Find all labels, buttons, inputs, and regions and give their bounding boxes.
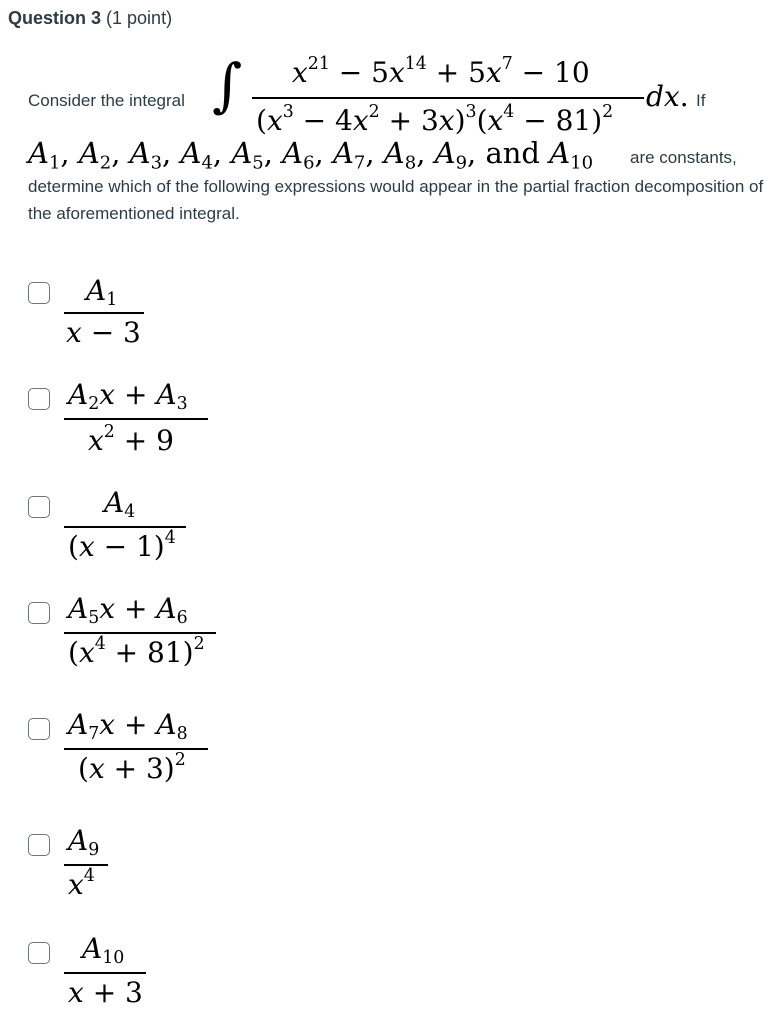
option-checkbox-7[interactable]: [28, 942, 50, 964]
answer-option-4[interactable]: [28, 592, 328, 686]
option-checkbox-5[interactable]: [28, 718, 50, 740]
option-5-denominator: $(x + 3)^2$: [78, 749, 186, 785]
option-6-numerator: $A_9$: [68, 824, 100, 861]
stem-paragraph: determine which of the following expressions would appear in the partial fraction decomposition of the aforementioned integral.: [28, 177, 764, 223]
integrand-denominator: $(x^3 - 4x^2 + 3x)^3(x^4 - 81)^2$: [256, 101, 614, 137]
question-points: (1 point): [106, 8, 173, 28]
question-title: Question 3: [8, 8, 102, 28]
answer-option-3[interactable]: [28, 486, 328, 580]
option-7-numerator: $A_{10}$: [82, 932, 125, 969]
option-2-fraction-bar: [64, 418, 208, 420]
option-checkbox-2[interactable]: [28, 388, 50, 410]
option-7-fraction-bar: [64, 972, 146, 974]
option-2-denominator: $x^2 + 9$: [88, 421, 174, 457]
option-7-denominator: x + 3: [68, 976, 143, 1009]
differential: dx.: [646, 80, 689, 113]
option-5-numerator: $A_7x + A_8$: [68, 708, 188, 745]
option-5-fraction-bar: [64, 748, 208, 750]
option-4-numerator: $A_5x + A_6$: [68, 592, 188, 629]
option-checkbox-1[interactable]: [28, 282, 50, 304]
option-1-denominator: x − 3: [66, 316, 141, 349]
constants-list: $A_1$, $A_2$, $A_3$, $A_4$, $A_5$, $A_6$, $A_7$, $A_8$, $A_9$, and $A_{10}$: [28, 136, 594, 174]
integrand-numerator: $x^{21} - 5x^{14} + 5x^7 - 10$: [292, 53, 590, 89]
option-1-numerator: $A_1$: [86, 274, 118, 311]
option-checkbox-3[interactable]: [28, 496, 50, 518]
answer-option-6[interactable]: [28, 824, 328, 918]
option-6-denominator: $x^4$: [68, 865, 95, 901]
stem-if-text: If: [696, 91, 706, 110]
answer-option-2[interactable]: [28, 378, 328, 472]
option-4-denominator: $(x^4 + 81)^2$: [68, 633, 205, 669]
option-1-fraction-bar: [64, 312, 144, 314]
answer-option-7[interactable]: [28, 932, 328, 1026]
option-checkbox-6[interactable]: [28, 834, 50, 856]
integrand-fraction-bar: [252, 97, 644, 99]
answer-option-1[interactable]: [28, 276, 328, 366]
option-2-numerator: $A_2x + A_3$: [68, 378, 188, 415]
option-3-numerator: $A_4$: [104, 486, 136, 523]
answer-option-5[interactable]: [28, 708, 328, 802]
stem-lead-text: Consider the integral: [28, 91, 185, 110]
option-3-denominator: $(x - 1)^4$: [68, 527, 176, 563]
question-header: [8, 8, 172, 29]
integral-sign: ∫: [212, 51, 243, 119]
stem-constants-text: are constants,: [630, 148, 737, 167]
option-checkbox-4[interactable]: [28, 602, 50, 624]
